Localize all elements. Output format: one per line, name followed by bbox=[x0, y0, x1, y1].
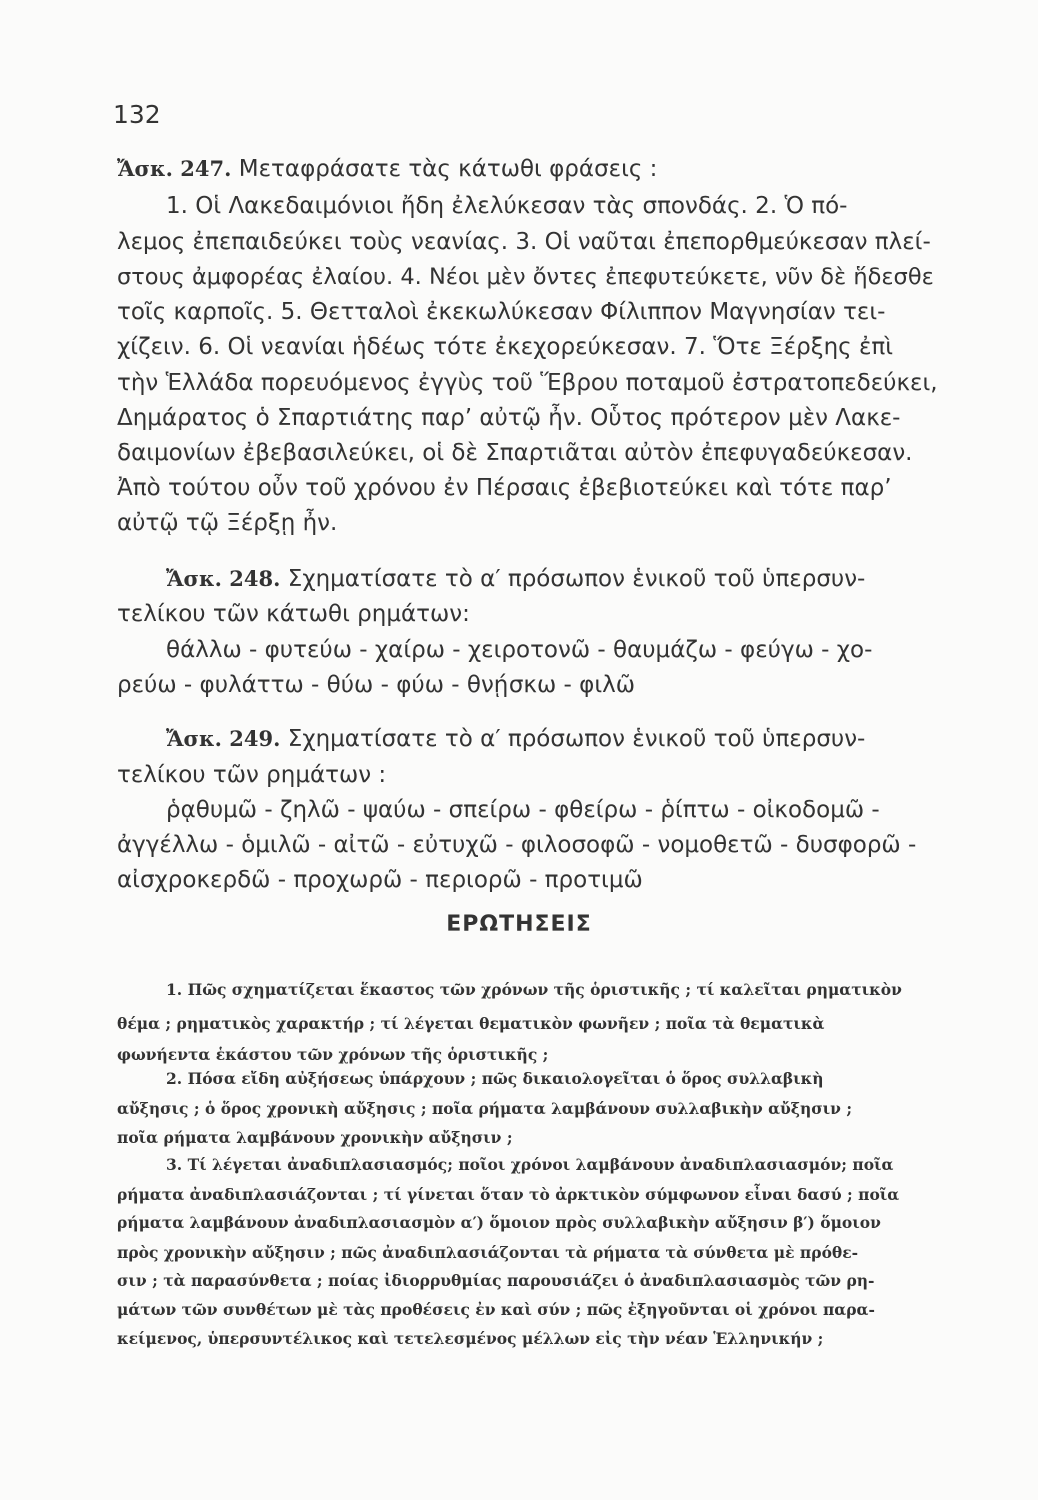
exercise-247-line: στους ἀμφορέας ἐλαίου. 4. Νέοι μὲν ὄντες ἐπεφυτεύκετε, νῦν δὲ ἥδεσθε bbox=[117, 264, 934, 290]
exercise-249-label: Ἄσκ. 249. bbox=[166, 726, 281, 751]
question-line: μάτων τῶν συνθέτων μὲ τὰς προθέσεις ἐν καὶ σύν ; πῶς ἐξηγοῦνται οἱ χρόνοι παρα- bbox=[117, 1300, 875, 1319]
exercise-247-line: 1. Οἱ Λακεδαιμόνιοι ἤδη ἐλελύκεσαν τὰς σπονδάς. 2. Ὁ πό- bbox=[166, 193, 848, 219]
question-line: 1. Πῶς σχηματίζεται ἕκαστος τῶν χρόνων τῆς ὁριστικῆς ; τί καλεῖται ρηματικὸν bbox=[166, 980, 902, 999]
question-line: 2. Πόσα εἴδη αὐξήσεως ὑπάρχουν ; πῶς δικαιολογεῖται ὁ ὅρος συλλαβικὴ bbox=[166, 1069, 824, 1088]
exercise-247-header bbox=[117, 156, 657, 182]
page-number: 132 bbox=[113, 100, 161, 129]
exercise-249-verbs: αἰσχροκερδῶ - προχωρῶ - περιορῶ - προτιμῶ bbox=[117, 867, 643, 893]
question-line: θέμα ; ρηματικὸς χαρακτήρ ; τί λέγεται θεματικὸν φωνῆεν ; ποῖα τὰ θεματικὰ bbox=[117, 1014, 825, 1033]
exercise-247-line: χίζειν. 6. Οἱ νεανίαι ἡδέως τότε ἐκεχορεύκεσαν. 7. Ὅτε Ξέρξης ἐπὶ bbox=[117, 334, 894, 360]
exercise-247-line: λεμος ἐπεπαιδεύκει τοὺς νεανίας. 3. Οἱ ναῦται ἐπεπορθμεύκεσαν πλεί- bbox=[117, 229, 931, 255]
question-line: πρὸς χρονικὴν αὔξησιν ; πῶς ἀναδιπλασιάζονται τὰ ρήματα τὰ σύνθετα μὲ πρόθε- bbox=[117, 1243, 859, 1262]
exercise-248-intro: Σχηματίσατε τὸ α′ πρόσωπον ἑνικοῦ τοῦ ὑπερσυν- bbox=[287, 566, 866, 592]
exercise-247-line: Ἀπὸ τούτου οὖν τοῦ χρόνου ἐν Πέρσαις ἐβεβιοτεύκει καὶ τότε παρ’ bbox=[117, 475, 892, 501]
question-line: ρήματα λαμβάνουν ἀναδιπλασιασμὸν α′) ὅμοιον πρὸς συλλαβικὴν αὔξησιν β′) ὅμοιον bbox=[117, 1213, 881, 1232]
exercise-249-verbs: ῥᾳθυμῶ - ζηλῶ - ψαύω - σπείρω - φθείρω - ῥίπτω - οἰκοδομῶ - bbox=[166, 797, 880, 823]
question-line: ρήματα ἀναδιπλασιάζονται ; τί γίνεται ὅταν τὸ ἀρκτικὸν σύμφωνον εἶναι δασύ ; ποῖα bbox=[117, 1185, 900, 1204]
exercise-248-verbs: ρεύω - φυλάττω - θύω - φύω - θνῄσκω - φιλῶ bbox=[117, 672, 635, 698]
question-line: ποῖα ρήματα λαμβάνουν χρονικὴν αὔξησιν ; bbox=[117, 1128, 513, 1147]
exercise-247-line: δαιμονίων ἐβεβασιλεύκει, οἱ δὲ Σπαρτιᾶται αὐτὸν ἐπεφυγαδεύκεσαν. bbox=[117, 440, 913, 466]
exercise-249-intro: Σχηματίσατε τὸ α′ πρόσωπον ἑνικοῦ τοῦ ὑπερσυν- bbox=[287, 726, 866, 752]
exercise-248-line: τελίκου τῶν κάτωθι ρημάτων: bbox=[117, 601, 470, 627]
exercise-249-verbs: ἀγγέλλω - ὁμιλῶ - αἰτῶ - εὐτυχῶ - φιλοσοφῶ - νομοθετῶ - δυσφορῶ - bbox=[117, 832, 917, 858]
question-line: αὔξησις ; ὁ ὅρος χρονικὴ αὔξησις ; ποῖα ρήματα λαμβάνουν συλλαβικὴν αὔξησιν ; bbox=[117, 1099, 853, 1118]
exercise-248-verbs: θάλλω - φυτεύω - χαίρω - χειροτονῶ - θαυμάζω - φεύγω - χο- bbox=[166, 637, 873, 663]
exercise-247-line: αὐτῷ τῷ Ξέρξῃ ἦν. bbox=[117, 510, 338, 536]
exercise-247-label: Ἄσκ. 247. bbox=[117, 156, 232, 181]
exercise-247-intro: Μεταφράσατε τὰς κάτωθι φράσεις : bbox=[238, 156, 658, 182]
question-line: κείμενος, ὑπερσυντέλικος καὶ τετελεσμένος μέλλων εἰς τὴν νέαν Ἑλληνικήν ; bbox=[117, 1329, 824, 1348]
question-line: 3. Τί λέγεται ἀναδιπλασιασμός; ποῖοι χρόνοι λαμβάνουν ἀναδιπλασιασμόν; ποῖα bbox=[166, 1155, 894, 1174]
question-line: σιν ; τὰ παρασύνθετα ; ποίας ἰδιορρυθμίας παρουσιάζει ὁ ἀναδιπλασιασμὸς τῶν ρη- bbox=[117, 1271, 875, 1290]
exercise-247-line: τοῖς καρποῖς. 5. Θετταλοὶ ἐκεκωλύκεσαν Φίλιππον Μαγνησίαν τει- bbox=[117, 299, 886, 325]
exercise-248-header bbox=[166, 566, 865, 592]
exercise-247-line: Δημάρατος ὁ Σπαρτιάτης παρ’ αὐτῷ ἦν. Οὗτος πρότερον μὲν Λακε- bbox=[117, 405, 901, 431]
question-line: φωνήεντα ἑκάστου τῶν χρόνων τῆς ὁριστικῆς ; bbox=[117, 1045, 549, 1064]
exercise-248-label: Ἄσκ. 248. bbox=[166, 566, 281, 591]
exercise-249-line: τελίκου τῶν ρημάτων : bbox=[117, 762, 387, 788]
exercise-249-header bbox=[166, 726, 865, 752]
questions-heading: ΕΡΩΤΗΣΕΙΣ bbox=[446, 912, 592, 937]
exercise-247-line: τὴν Ἑλλάδα πορευόμενος ἐγγὺς τοῦ Ἕβρου ποταμοῦ ἐστρατοπεδεύκει, bbox=[117, 370, 938, 396]
